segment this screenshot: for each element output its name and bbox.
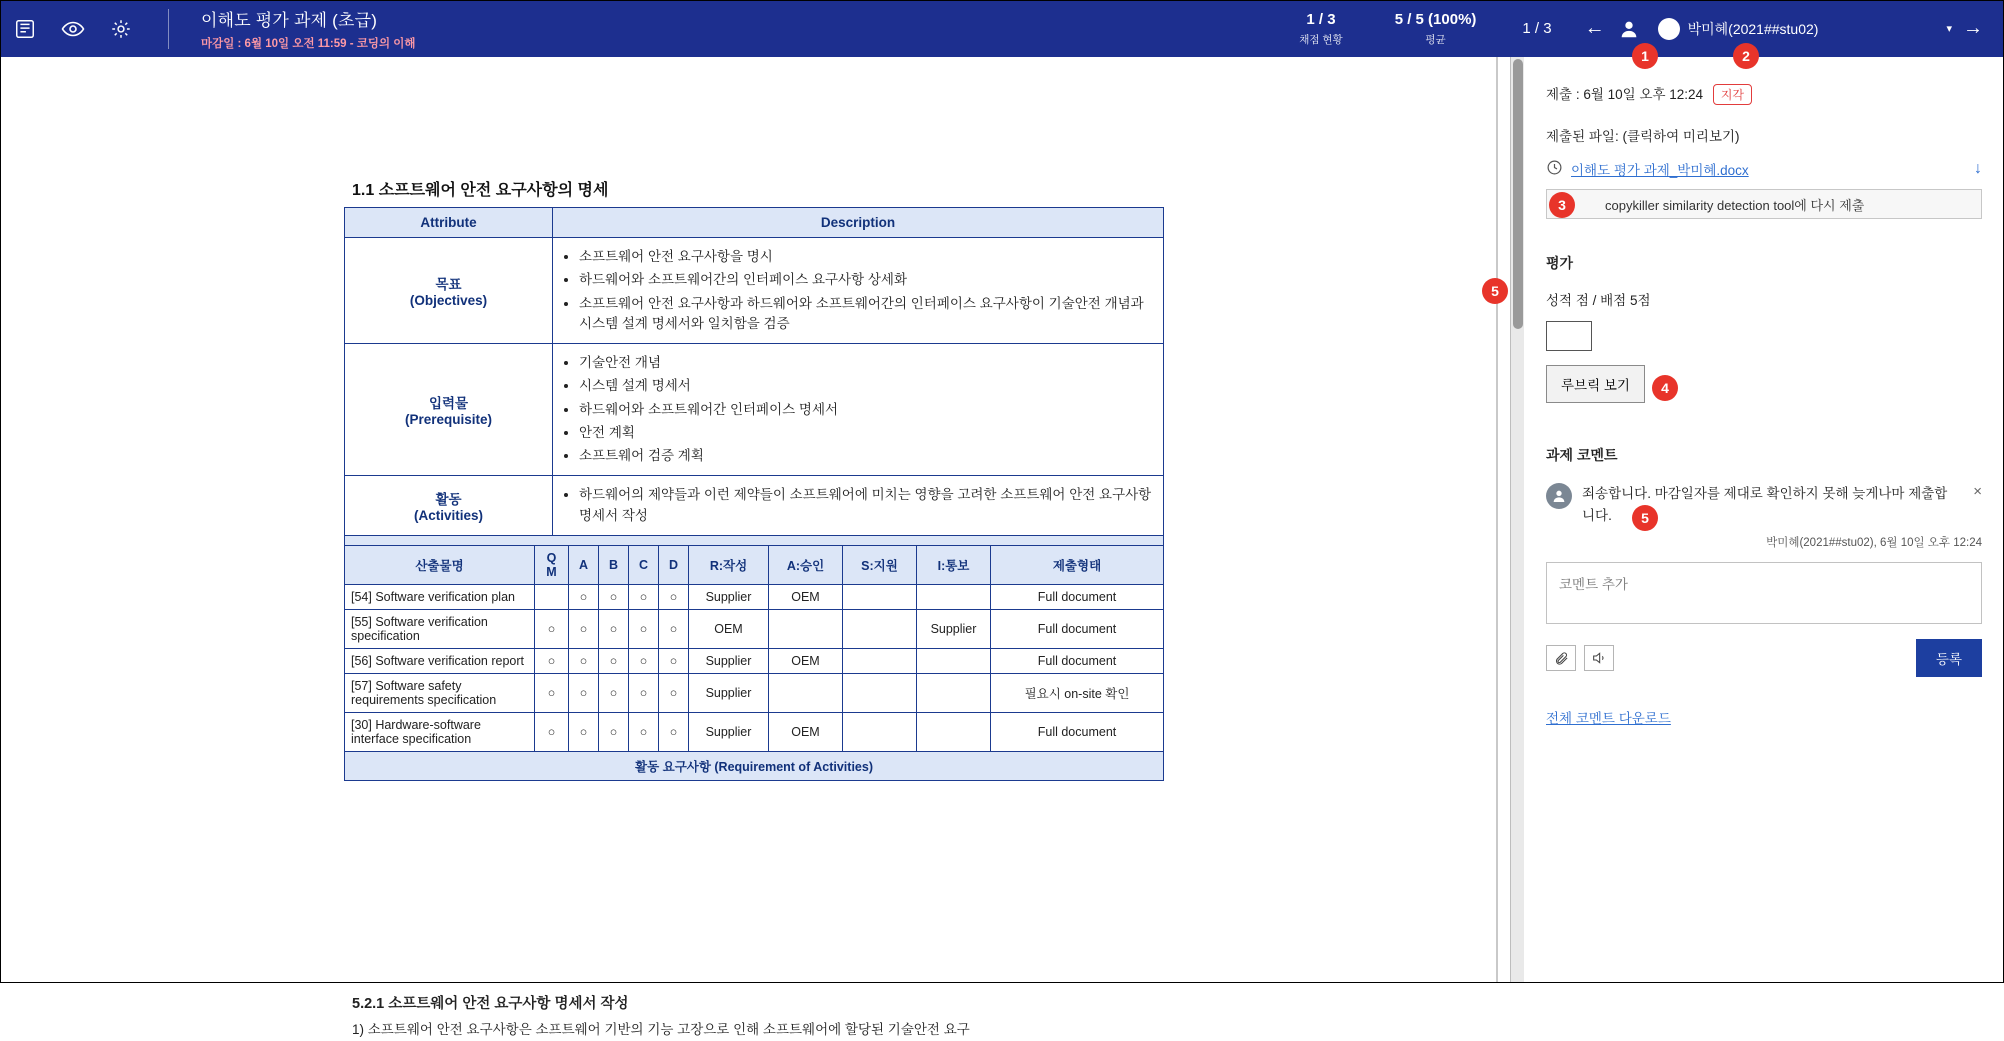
prod-c: ○ [629,585,659,610]
due-date-text: 마감일 : 6월 10일 오전 11:59 - 코딩의 이해 [201,38,416,50]
prod-approve [769,610,843,649]
comment-meta: 박미혜(2021##stu02), 6월 10일 오후 12:24 [1766,537,1982,550]
table-row [345,674,1164,713]
close-icon[interactable]: × [1973,483,1982,500]
pane-divider [1496,57,1498,983]
list-item: • 소프트웨어 안전 요구사항과 하드웨어와 소프트웨어간의 인터페이스 요구사항이 기술안전 개념과 시스템 설계 명세서와 일치함을 검증 [579,294,1155,335]
submission-time: 제출 : 6월 10일 오후 12:24 [1546,87,1704,102]
download-all-comments-link[interactable]: 전체 코멘트 다운로드 [1546,711,1671,727]
spec-attr-ko: 활동 [435,492,462,507]
score-label: 성적 점 / 배점 5점 [1546,293,1651,308]
prod-a: ○ [569,649,599,674]
prod-r: Supplier [689,649,769,674]
grading-progress-value: 1 / 3 [1306,11,1336,29]
clock-icon [1546,159,1563,179]
prod-b: ○ [599,674,629,713]
prod-d: ○ [659,713,689,752]
average-stat [1369,10,1503,46]
prod-inform: Supplier [917,610,991,649]
document-subheading: 5.2.1 소프트웨어 안전 요구사항 명세서 작성 [352,996,629,1012]
assignment-title-block [201,0,416,57]
callout-2: 2 [1733,43,1759,69]
document-paragraph: 1) 소프트웨어 안전 요구사항은 소프트웨어 기반의 기능 고장으로 인해 소프트웨어에 할당된 기술안전 요구 [352,1022,970,1037]
prod-support [843,585,917,610]
spec-attr-en: (Objectives) [409,293,488,308]
spec-header-description: Description [553,208,1164,238]
table-row [345,713,1164,752]
prod-a: ○ [569,585,599,610]
prod-a: ○ [569,674,599,713]
eye-icon[interactable] [58,14,88,44]
comments-header [1546,445,1982,465]
table-row [345,752,1164,781]
table-row [345,610,1164,649]
average-label: 평균 [1425,33,1446,46]
prod-header-name: 산출물명 [345,546,535,585]
grade-section-title: 평가 [1546,255,1574,271]
submitted-file-link[interactable]: 이해도 평가 과제_박미혜.docx [1571,163,1749,178]
paperclip-icon[interactable] [1546,645,1576,671]
submitted-files-label: 제출된 파일: (클릭하여 미리보기) [1546,129,1740,144]
prod-inform [917,674,991,713]
prod-name: [30] Hardware-software interface specification [345,713,535,752]
prod-d: ○ [659,649,689,674]
prod-inform [917,713,991,752]
spec-header-attribute: Attribute [345,208,553,238]
prod-r: OEM [689,610,769,649]
list-item: • 하드웨어의 제약들과 이런 제약들이 소프트웨어에 미치는 영향을 고려한 소프트웨어 안전 요구사항 명세서 작성 [579,485,1155,526]
prod-header-i: I:통보 [917,546,991,585]
rubric-button[interactable]: 루브릭 보기 [1546,365,1645,403]
prod-r: Supplier [689,713,769,752]
spec-attr-prerequisite [345,344,553,476]
prod-c: ○ [629,674,659,713]
prod-b: ○ [599,713,629,752]
document-scrollbar[interactable] [1510,57,1524,983]
prod-form: Full document [991,585,1164,610]
table-header-row [345,546,1164,585]
score-input[interactable] [1546,321,1592,351]
prod-header-r: R:작성 [689,546,769,585]
prod-form: Full document [991,713,1164,752]
list-item: • 하드웨어와 소프트웨어간 인터페이스 명세서 [579,400,1155,420]
prod-qm [535,585,569,610]
callout-1: 1 [1632,43,1658,69]
prod-header-qm: Q M [535,546,569,585]
bullet-list [561,247,1155,334]
next-student-button[interactable]: → [1963,17,1983,39]
comment-text: 죄송합니다. 마감일자를 제대로 확인하지 못해 늦게나마 제출합니다. [1582,486,1948,523]
submit-comment-button[interactable]: 등록 [1916,639,1982,677]
page-title: 이해도 평가 과제 (초급) [201,11,378,30]
list-item: • 기술안전 개념 [579,353,1155,373]
prod-form: Full document [991,610,1164,649]
list-item: • 안전 계획 [579,423,1155,443]
callout-4: 4 [1652,375,1678,401]
spec-attr-activities [345,476,553,536]
scrollbar-thumb[interactable] [1513,59,1523,329]
student-selector[interactable] [1652,18,1958,40]
prod-name: [54] Software verification plan [345,585,535,610]
document-icon[interactable] [10,14,40,44]
table-row [345,649,1164,674]
prod-header-form: 제출형태 [991,546,1164,585]
prod-d: ○ [659,674,689,713]
prod-qm: ○ [535,713,569,752]
spec-attr-en: (Activities) [413,508,484,523]
comment-item [1546,483,1982,526]
prod-b: ○ [599,585,629,610]
prod-header-a2: A:승인 [769,546,843,585]
spec-attr-en: (Prerequisite) [404,412,493,428]
table-header-row [345,208,1164,238]
prod-a: ○ [569,610,599,649]
topbar-divider [168,9,169,49]
prod-approve [769,674,843,713]
prod-header-a: A [569,546,599,585]
prod-name: [56] Software verification report [345,649,535,674]
grading-progress-stat [1273,10,1369,46]
topbar-left-group [0,0,416,57]
prod-form: Full document [991,649,1164,674]
grading-sidebar [1524,57,2004,983]
prod-r: Supplier [689,674,769,713]
comment-input[interactable] [1546,562,1982,624]
spec-desc-objectives [553,238,1164,344]
prev-student-button[interactable]: ← [1584,17,1605,39]
prod-approve: OEM [769,713,843,752]
student-name: 박미혜(2021##stu02) [1687,20,1819,37]
download-icon[interactable]: ↓ [1974,160,1982,177]
prod-b: ○ [599,649,629,674]
prod-r: Supplier [689,585,769,610]
prod-a: ○ [569,713,599,752]
spec-desc-activities [553,476,1164,536]
prod-name: [57] Software safety requirements specification [345,674,535,713]
prod-c: ○ [629,713,659,752]
spec-table [344,207,1164,569]
bullet-list [561,485,1155,526]
work-product-table [344,545,1164,781]
callout-3: 3 [1549,192,1575,218]
document-heading: 1.1 소프트웨어 안전 요구사항의 명세 [352,182,609,199]
comment-toolbar [1546,639,1982,677]
table-row [345,476,1164,536]
page-indicator: 1 / 3 [1522,20,1552,37]
table-row [345,344,1164,476]
list-item: • 하드웨어와 소프트웨어간의 인터페이스 요구사항 상세화 [579,270,1155,290]
prod-header-c: C [629,546,659,585]
prod-d: ○ [659,585,689,610]
spec-desc-prerequisite [553,344,1164,476]
table-row [345,585,1164,610]
list-item: • 시스템 설계 명세서 [579,376,1155,396]
document-preview-pane[interactable] [0,57,1510,1037]
prod-header-s: S:지원 [843,546,917,585]
avatar [1546,483,1572,509]
average-value: 5 / 5 (100%) [1394,11,1477,29]
spec-attr-objectives [345,238,553,344]
prod-support [843,674,917,713]
prod-support [843,649,917,674]
speaker-icon[interactable] [1584,645,1614,671]
list-item: • 소프트웨어 검증 계획 [579,446,1155,466]
table-row [345,238,1164,344]
bullet-list [561,353,1155,466]
prod-qm: ○ [535,674,569,713]
prod-support [843,713,917,752]
prod-inform [917,649,991,674]
prod-header-b: B [599,546,629,585]
prod-qm: ○ [535,649,569,674]
prod-approve: OEM [769,649,843,674]
grading-progress-label: 채점 현황 [1299,33,1343,46]
comments-title: 과제 코멘트 [1546,447,1618,463]
prod-c: ○ [629,610,659,649]
status-badge: 지각 [1713,84,1752,105]
submission-time-row [1546,83,1982,105]
prod-support [843,610,917,649]
chevron-down-icon[interactable]: ▾ [1946,23,1952,35]
avatar [1658,18,1680,40]
spec-attr-ko: 목표 [435,277,462,292]
prod-b: ○ [599,610,629,649]
list-item: • 소프트웨어 안전 요구사항을 명시 [579,247,1155,267]
prod-qm: ○ [535,610,569,649]
callout-5-comments: 5 [1632,505,1658,531]
submitted-file-row[interactable] [1546,159,1982,179]
prod-header-d: D [659,546,689,585]
activity-requirement-band: 활동 요구사항 (Requirement of Activities) [345,752,1164,781]
prod-d: ○ [659,610,689,649]
resubmit-note[interactable]: copykiller similarity detection tool에 다시 제출 [1546,189,1982,219]
spec-attr-ko: 입력물 [428,396,469,412]
gear-icon[interactable] [106,14,136,44]
prod-approve: OEM [769,585,843,610]
callout-5-left: 5 [1482,278,1508,304]
prod-inform [917,585,991,610]
prod-form: 필요시 on-site 확인 [991,674,1164,713]
prod-name: [55] Software verification specification [345,610,535,649]
person-icon [1616,16,1642,42]
top-bar [0,0,2004,57]
prod-c: ○ [629,649,659,674]
